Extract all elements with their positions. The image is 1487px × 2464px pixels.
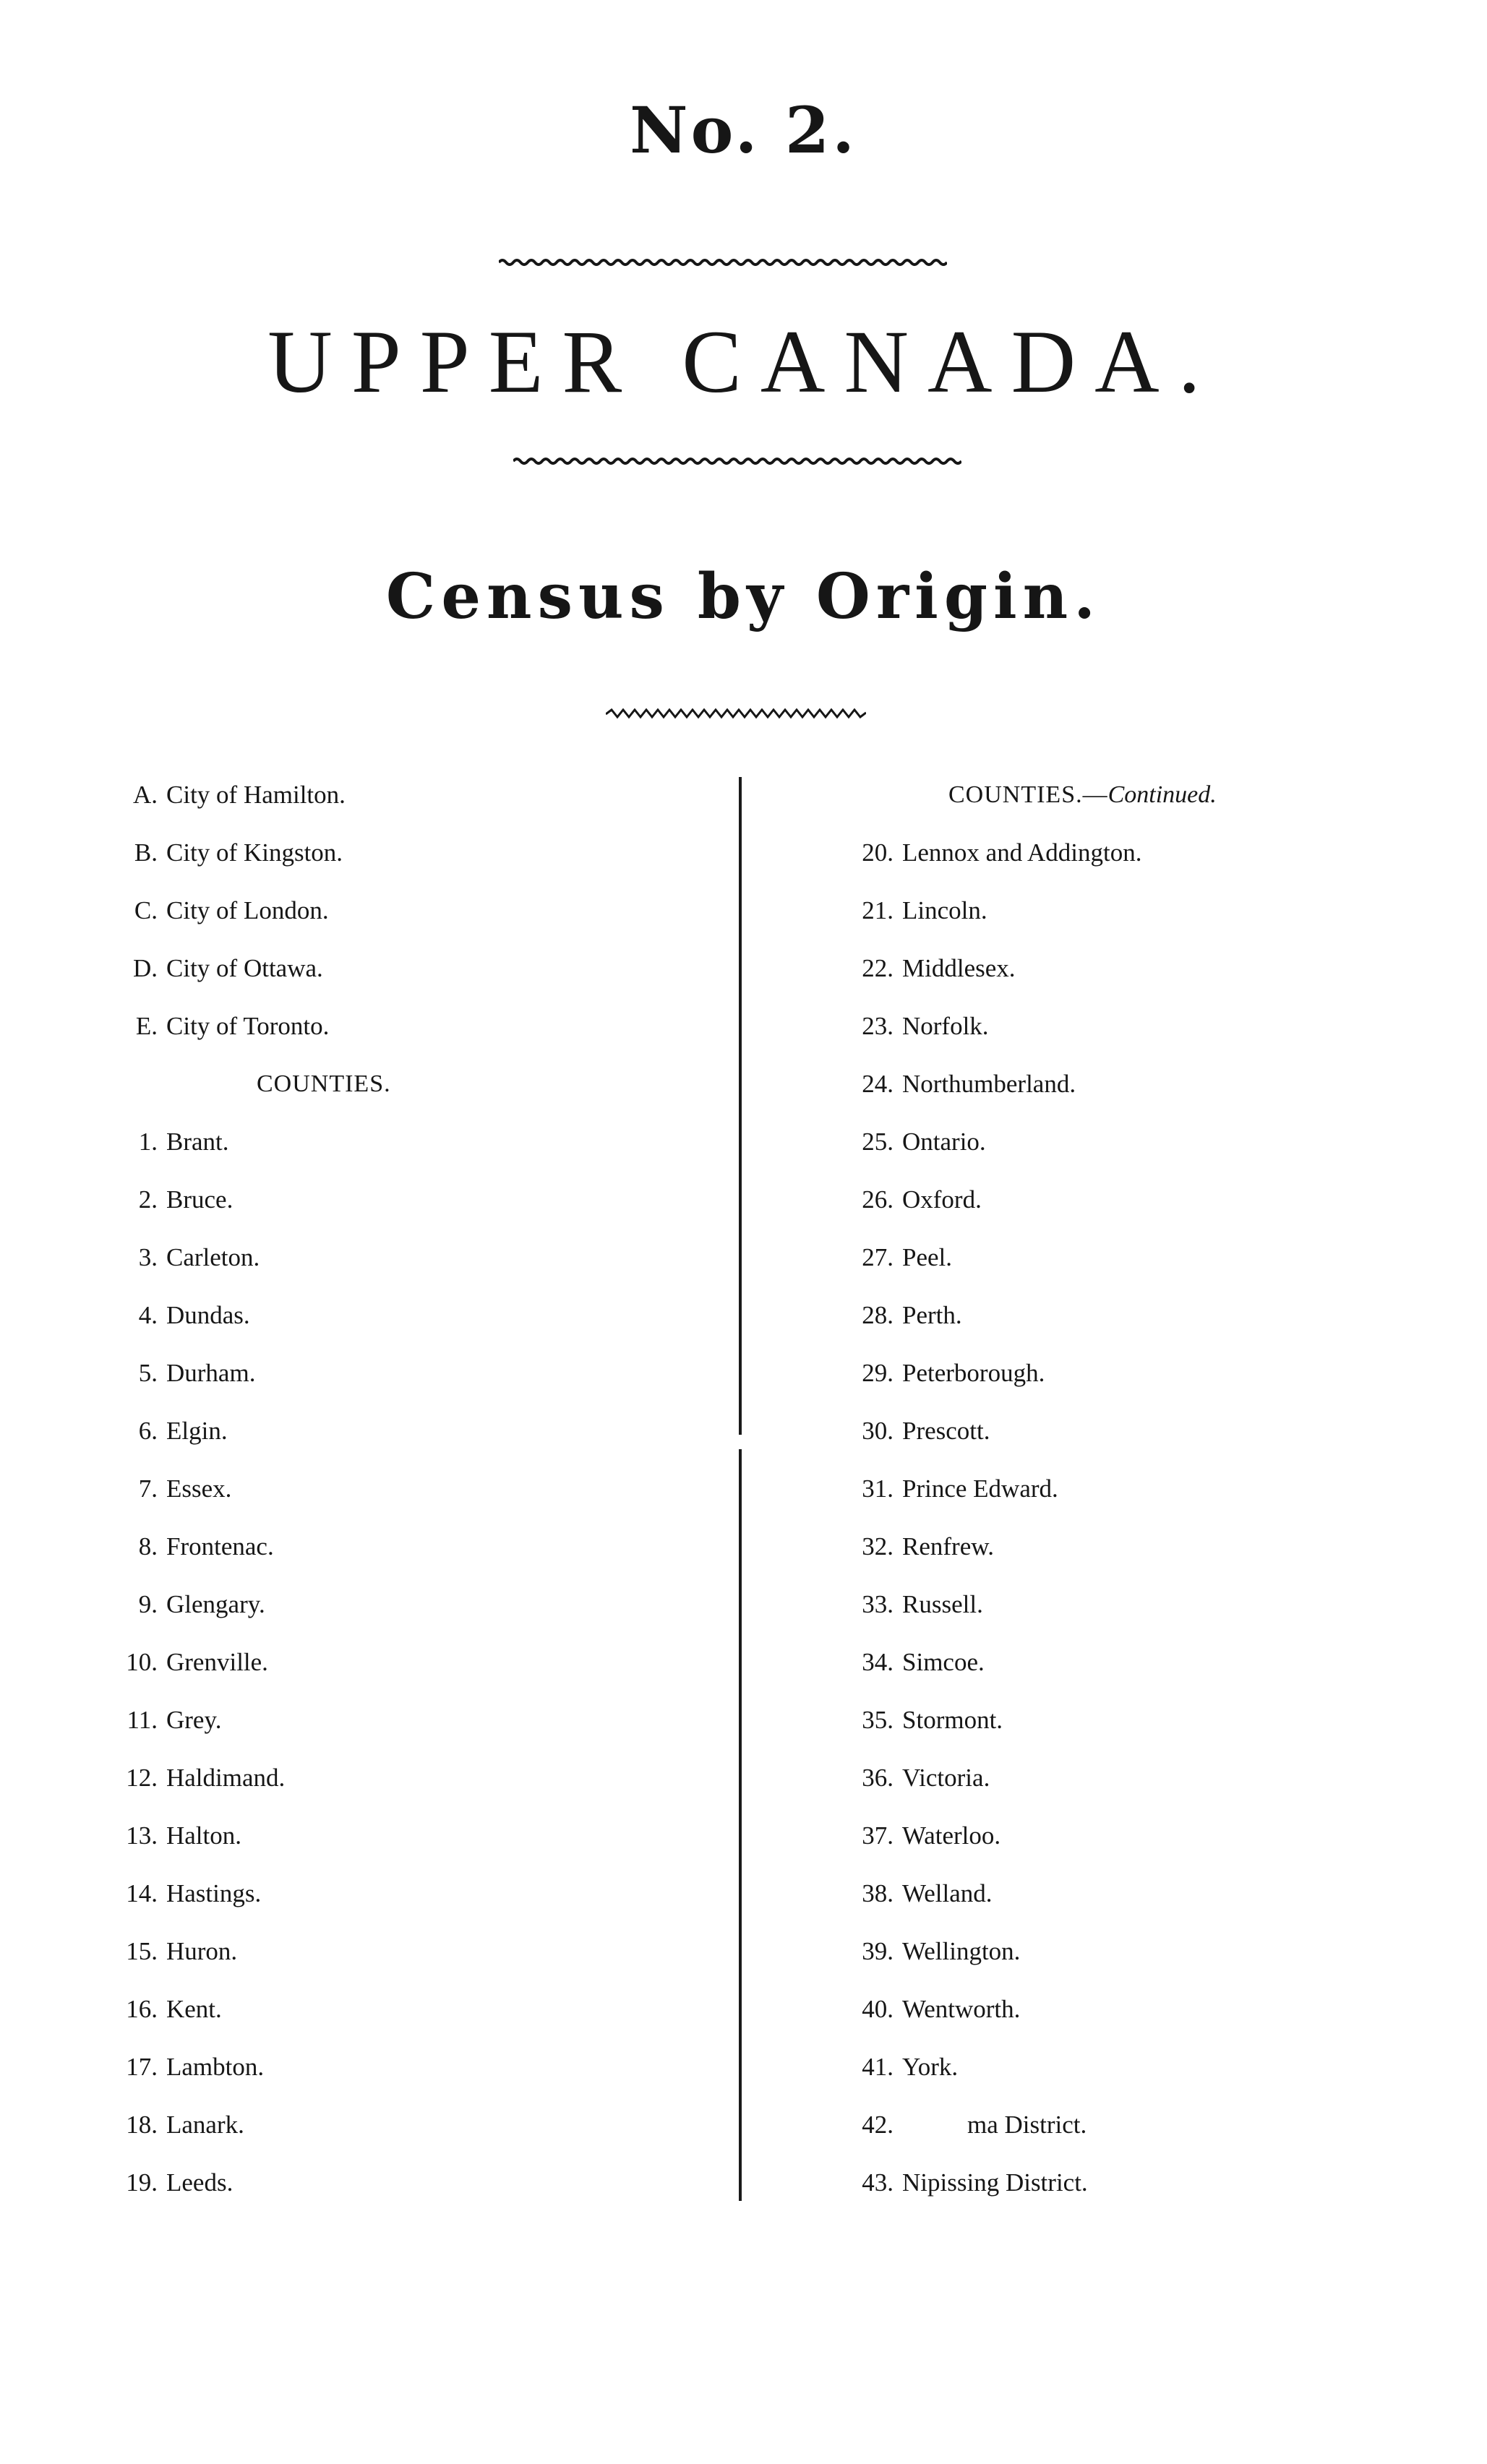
list-item: D. City of Ottawa.: [132, 954, 323, 982]
list-item: A. City of Hamilton.: [132, 781, 346, 809]
list-item: 10. Grenville.: [126, 1648, 268, 1676]
list-item: 31. Prince Edward.: [862, 1474, 1058, 1503]
column-divider-gap: [737, 1435, 743, 1449]
right-column: [831, 773, 1424, 2219]
list-item: 27. Peel.: [862, 1243, 953, 1271]
list-item: 12. Haldimand.: [126, 1764, 286, 1792]
list-item: C. City of London.: [134, 896, 329, 924]
list-item: 2. Bruce.: [138, 1185, 233, 1214]
list-item: 26. Oxford.: [862, 1185, 982, 1214]
page-title: UPPER CANADA.: [267, 312, 1220, 411]
list-item: 42. ma District.: [862, 2111, 1087, 2139]
list-item: 1. Brant.: [138, 1128, 229, 1156]
list-item: 43. Nipissing District.: [862, 2168, 1088, 2197]
list-item: 15. Huron.: [126, 1937, 238, 1965]
list-item: 8. Frontenac.: [138, 1532, 274, 1561]
list-item: 35. Stormont.: [862, 1706, 1003, 1734]
page-number-heading: No. 2.: [630, 93, 857, 168]
list-item: 23. Norfolk.: [862, 1012, 989, 1040]
list-item: 33. Russell.: [862, 1590, 983, 1618]
list-item: 22. Middlesex.: [862, 954, 1016, 982]
list-item: 25. Ontario.: [862, 1128, 986, 1156]
left-column: [108, 773, 701, 2219]
column-divider-rule: [739, 777, 742, 2201]
list-item: 7. Essex.: [138, 1474, 232, 1503]
page-subtitle: Census by Origin.: [385, 560, 1102, 633]
list-item: 3. Carleton.: [138, 1243, 260, 1271]
list-item: 32. Renfrew.: [862, 1532, 994, 1561]
list-item: 20. Lennox and Addington.: [862, 838, 1142, 867]
list-item: 4. Dundas.: [138, 1301, 250, 1329]
list-item: 14. Hastings.: [126, 1879, 262, 1907]
list-item: 37. Waterloo.: [862, 1821, 1001, 1850]
continued-note: Continued.: [1107, 781, 1217, 808]
list-item: 41. York.: [862, 2053, 959, 2081]
list-item: 38. Welland.: [862, 1879, 993, 1907]
list-item: 28. Perth.: [862, 1301, 962, 1329]
list-item: 29. Peterborough.: [862, 1359, 1045, 1387]
list-item: 18. Lanark.: [126, 2111, 244, 2139]
wavy-divider-middle: [513, 455, 961, 467]
counties-heading: COUNTIES.: [257, 1070, 391, 1097]
list-item: 6. Elgin.: [138, 1417, 228, 1445]
wavy-divider-bottom: [606, 708, 866, 720]
list-item: 17. Lambton.: [126, 2053, 265, 2081]
list-item: 21. Lincoln.: [862, 896, 987, 924]
list-item: 24. Northumberland.: [862, 1070, 1076, 1098]
list-item: 30. Prescott.: [862, 1417, 990, 1445]
list-item: E. City of Toronto.: [135, 1012, 330, 1040]
list-item: 36. Victoria.: [862, 1764, 990, 1792]
list-item: B. City of Kingston.: [134, 838, 343, 867]
list-item: 5. Durham.: [138, 1359, 256, 1387]
list-item: 40. Wentworth.: [862, 1995, 1021, 2023]
list-item: 16. Kent.: [126, 1995, 222, 2023]
list-item: 11. Grey.: [127, 1706, 222, 1734]
list-item: 34. Simcoe.: [862, 1648, 985, 1676]
list-item: 9. Glengary.: [138, 1590, 265, 1618]
list-item: 13. Halton.: [126, 1821, 242, 1850]
wavy-divider-top: [499, 257, 947, 268]
list-item: 19. Leeds.: [126, 2168, 233, 2197]
counties-continued-heading: COUNTIES.—Continued.: [948, 781, 1217, 808]
list-item: 39. Wellington.: [862, 1937, 1021, 1965]
